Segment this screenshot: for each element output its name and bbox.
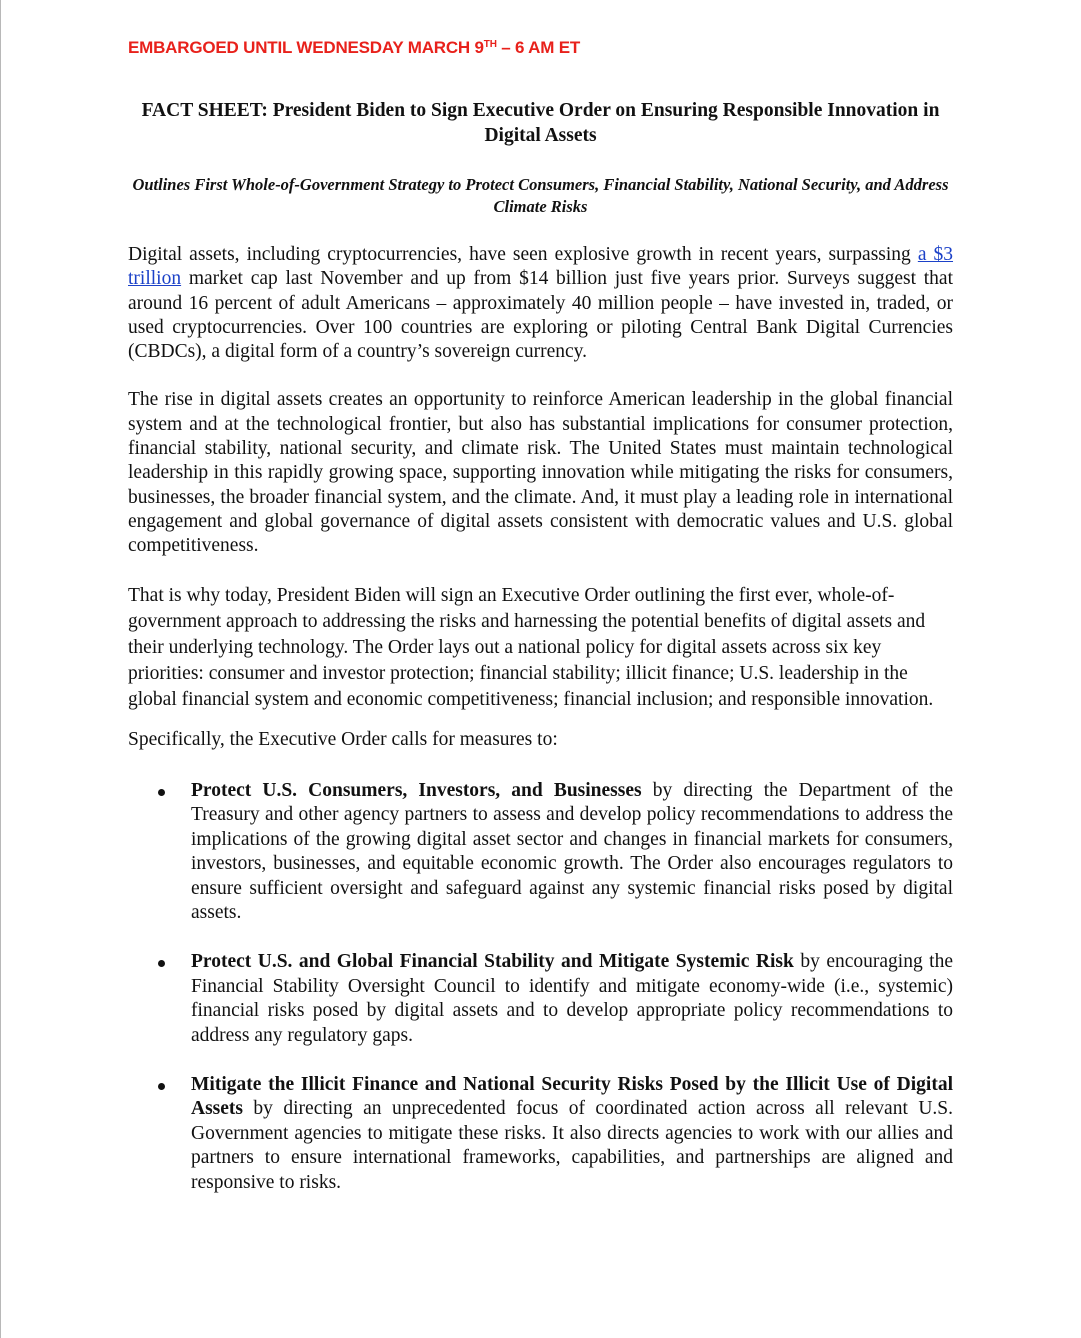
paragraph-intro-text-2: market cap last November and up from $14 billion just five years prior. Surveys suggest that around 16 percent of adult Americans – approximately 40 million people – have invested in, traded, or used cryptocurrencies. Over 100 countries are exploring or piloting Central Bank Digital Currencies (CBDCs), a digital form of a country’s sovereign currency. bbox=[128, 268, 953, 363]
bullet-icon bbox=[158, 789, 165, 796]
paragraph-intro-text-1: Digital assets, including cryptocurrencies, have seen explosive growth in recent years, surpassing bbox=[128, 244, 918, 265]
paragraph-measures-intro: Specifically, the Executive Order calls for measures to: bbox=[128, 728, 558, 750]
document-subtitle: Outlines First Whole-of-Government Strategy to Protect Consumers, Financial Stability, National Security, and Address Climate Risks bbox=[132, 175, 949, 216]
list-item-heading: Protect U.S. and Global Financial Stability and Mitigate Systemic Risk bbox=[191, 951, 794, 973]
list-item-text: by directing an unprecedented focus of coordinated action across all relevant U.S. Government agencies to mitigate these risks. It also directs agencies to work with our allies and partners to ensure international frameworks, capabilities, and partnerships are aligned and responsive to risks. bbox=[191, 1098, 953, 1193]
paragraph-executive-order: That is why today, President Biden will sign an Executive Order outlining the first ever, whole-of-government approach to addressing the risks and harnessing the potential benefits of digital assets and their underlying technology. The Order lays out a national policy for digital assets across six key priorities: consumer and investor protection; financial stability; illicit finance; U.S. leadership in the global financial system and economic competitiveness; financial inclusion; and responsible innovation. bbox=[128, 584, 934, 711]
list-item-text: by encouraging the Financial Stability Oversight Council to identify and mitigate economy-wide (i.e., systemic) financial risks posed by digital assets and to develop appropriate policy recommendations to address any regulatory gaps. bbox=[191, 951, 954, 1046]
bullet-icon bbox=[158, 960, 165, 967]
embargo-superscript: TH bbox=[483, 39, 497, 50]
list-item bbox=[128, 779, 953, 925]
page-edge bbox=[0, 0, 1, 1338]
document-title: FACT SHEET: President Biden to Sign Executive Order on Ensuring Responsible Innovation in Digital Assets bbox=[141, 100, 940, 146]
embargo-notice bbox=[128, 34, 953, 62]
list-item-text: by directing the Department of the Treasury and other agency partners to assess and develop policy recommendations to address the implications of the growing digital asset sector and changes in financial markets for consumers, investors, businesses, and equitable economic growth. The Order also encourages regulators to ensure sufficient oversight and safeguard against any systemic financial risks posed by digital assets. bbox=[191, 779, 953, 923]
measures-list bbox=[128, 779, 953, 1195]
embargo-time: – 6 AM ET bbox=[496, 38, 581, 57]
bullet-icon bbox=[158, 1083, 165, 1090]
embargo-text: EMBARGOED UNTIL WEDNESDAY MARCH 9 bbox=[128, 38, 484, 57]
list-item bbox=[128, 950, 953, 1048]
document-page bbox=[128, 34, 953, 1220]
trillion-link[interactable]: a $3 trillion bbox=[128, 244, 954, 290]
paragraph-opportunity: The rise in digital assets creates an opportunity to reinforce American leadership in the global financial system and at the technological frontier, but also has substantial implications for consumer protection, financial stability, national security, and climate risk. The United States must maintain technological leadership in this rapidly growing space, supporting innovation while mitigating the risks for consumers, businesses, the broader financial system, and the climate. And, it must play a leading role in international engagement and global governance of digital assets consistent with democratic values and U.S. global competitiveness. bbox=[128, 389, 953, 557]
paragraph-intro bbox=[128, 243, 953, 364]
list-item-heading: Protect U.S. Consumers, Investors, and Businesses bbox=[191, 779, 642, 801]
list-item bbox=[128, 1073, 953, 1195]
list-item-heading: Mitigate the Illicit Finance and National Security Risks Posed by the Illicit Use of Digital Assets bbox=[191, 1073, 953, 1120]
